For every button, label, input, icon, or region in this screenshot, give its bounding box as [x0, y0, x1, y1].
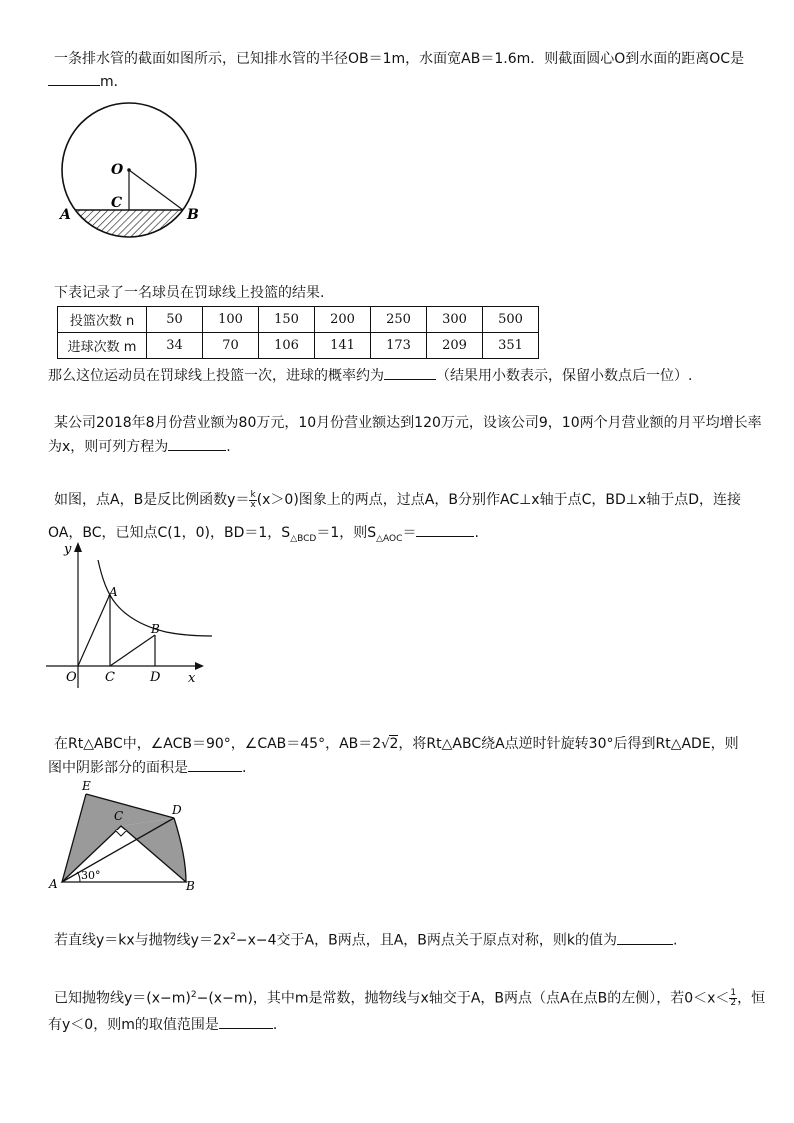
- q6-text-a: 若直线y＝kx与抛物线y＝2x: [54, 932, 231, 949]
- shots-table: [57, 306, 539, 359]
- answer-blank[interactable]: [384, 365, 436, 380]
- label-d: D: [172, 803, 182, 817]
- q4-text-c: OA，BC，已知点C(1，0)，BD＝1，S: [48, 525, 291, 541]
- answer-blank[interactable]: [168, 436, 226, 451]
- label-c: C: [105, 670, 115, 685]
- q4-graph-figure: [46, 538, 216, 693]
- table-cell: 141: [315, 333, 371, 359]
- table-cell: 70: [203, 333, 259, 359]
- q7-end: .: [272, 1017, 278, 1033]
- q7-text-b: −(x−m)，其中m是常数，抛物线与x轴交于A，B两点（点A在点B的左侧），若0＜x＜: [196, 990, 730, 1007]
- label-b: B: [151, 622, 160, 636]
- label-o: O: [111, 162, 124, 178]
- table-cell: 300: [427, 307, 483, 333]
- q1-pipe-figure: [55, 100, 215, 245]
- q1-unit: m．: [100, 74, 128, 90]
- q7-text-d: 有y＜0，则m的取值范围是: [48, 1017, 219, 1033]
- q7-text-a: 已知抛物线y＝(x−m): [54, 990, 191, 1007]
- q3-text: 为x，则可列方程为: [48, 439, 169, 455]
- q5-line2: [48, 757, 246, 778]
- q4-text-d: ＝1，则S: [316, 525, 377, 541]
- q7-line1: [54, 985, 765, 1009]
- q4-text-b: (x＞0)图象上的两点，过点A，B分别作AC⊥x轴于点C，BD⊥x轴于点D，连接: [256, 492, 741, 508]
- table-cell: 34: [147, 333, 203, 359]
- superscript-2: 2: [190, 990, 197, 1000]
- table-row: [58, 333, 539, 359]
- frac-denominator: 2: [730, 998, 737, 1009]
- table-cell: 150: [259, 307, 315, 333]
- q3-line1: 某公司2018年8月份营业额为80万元，10月份营业额达到120万元，设该公司9，10两个月营业额的月平均增长率: [54, 415, 762, 431]
- row-header: 进球次数 m: [58, 333, 147, 359]
- q3-line2: [48, 436, 231, 457]
- q1-line2: [48, 71, 128, 92]
- label-a: A: [109, 585, 118, 599]
- table-cell: 250: [371, 307, 427, 333]
- q2-intro: 下表记录了一名球员在罚球线上投篮的结果.: [54, 285, 325, 301]
- q7-text-c: ，恒: [737, 990, 766, 1007]
- table-cell: 209: [427, 333, 483, 359]
- answer-blank[interactable]: [617, 930, 673, 945]
- answer-blank[interactable]: [219, 1014, 273, 1029]
- label-e: E: [82, 779, 91, 793]
- q6-text-b: −x−4交于A，B两点，且A，B两点关于原点对称，则k的值为: [235, 932, 618, 949]
- table-cell: 50: [147, 307, 203, 333]
- answer-blank[interactable]: [416, 522, 474, 537]
- table-row: [58, 307, 539, 333]
- subscript-bcd: △BCD: [290, 533, 317, 544]
- q4-text-a: 如图，点A，B是反比例函数y＝: [54, 492, 250, 508]
- q4-end: .: [474, 525, 479, 541]
- q5-rotation-figure: [46, 778, 206, 894]
- superscript-2: 2: [230, 932, 236, 942]
- label-a: A: [49, 877, 58, 891]
- table-cell: 200: [315, 307, 371, 333]
- q5-text-a: 在Rt△ABC中，∠ACB＝90°，∠CAB＝45°，AB＝2: [54, 736, 382, 752]
- answer-blank[interactable]: [48, 71, 100, 86]
- q6-line: [54, 927, 677, 951]
- q5-text-b: ，将Rt△ABC绕A点逆时针旋转30°后得到Rt△ADE，则: [398, 736, 739, 752]
- fraction-one-half: [729, 989, 737, 1008]
- frac-numerator: k: [250, 489, 256, 500]
- q2-question: [48, 365, 692, 386]
- label-a: A: [60, 207, 71, 223]
- table-cell: 106: [259, 333, 315, 359]
- q5-end: .: [242, 760, 247, 776]
- label-b: B: [186, 879, 195, 893]
- y-axis-arrow: [74, 542, 82, 552]
- answer-blank[interactable]: [188, 757, 242, 772]
- q5-line1: [54, 734, 739, 755]
- label-c: C: [111, 195, 123, 211]
- q3-end: .: [226, 439, 231, 455]
- sqrt-radicand: 2: [389, 736, 399, 752]
- angle-label: 30°: [81, 869, 101, 882]
- segment-ob: [129, 170, 183, 210]
- fraction-k-over-x: [249, 491, 256, 510]
- segment-cb: [110, 635, 155, 666]
- segment-oa: [78, 594, 110, 666]
- frac-denominator: x: [250, 499, 256, 510]
- center-point: [127, 168, 131, 172]
- q2-question-note: （结果用小数表示，保留小数点后一位）.: [436, 368, 693, 384]
- q4-line1: [54, 490, 741, 510]
- label-c: C: [114, 809, 124, 823]
- q2-question-text: 那么这位运动员在罚球线上投篮一次，进球的概率约为: [48, 368, 384, 384]
- q4-text-e: ＝: [402, 525, 417, 541]
- table-cell: 173: [371, 333, 427, 359]
- q1-text: 一条排水管的截面如图所示，已知排水管的半径OB＝1m，水面宽AB＝1.6m．则截面圆心O到水面的距离OC是: [54, 51, 745, 67]
- label-b: B: [187, 207, 199, 223]
- q7-line2: [48, 1014, 277, 1035]
- table-cell: 351: [483, 333, 539, 359]
- subscript-aoc: △AOC: [376, 533, 403, 544]
- q1-line1: [54, 49, 744, 69]
- x-axis-arrow: [195, 662, 204, 670]
- sqrt-symbol: √: [381, 737, 390, 752]
- label-o: O: [66, 670, 77, 685]
- label-y: y: [64, 542, 72, 557]
- label-x: x: [188, 671, 196, 686]
- label-d: D: [150, 670, 161, 685]
- q6-end: .: [673, 932, 678, 949]
- table-cell: 100: [203, 307, 259, 333]
- row-header: 投篮次数 n: [58, 307, 147, 333]
- table-cell: 500: [483, 307, 539, 333]
- frac-numerator: 1: [730, 988, 737, 999]
- q5-text-c: 图中阴影部分的面积是: [48, 760, 188, 776]
